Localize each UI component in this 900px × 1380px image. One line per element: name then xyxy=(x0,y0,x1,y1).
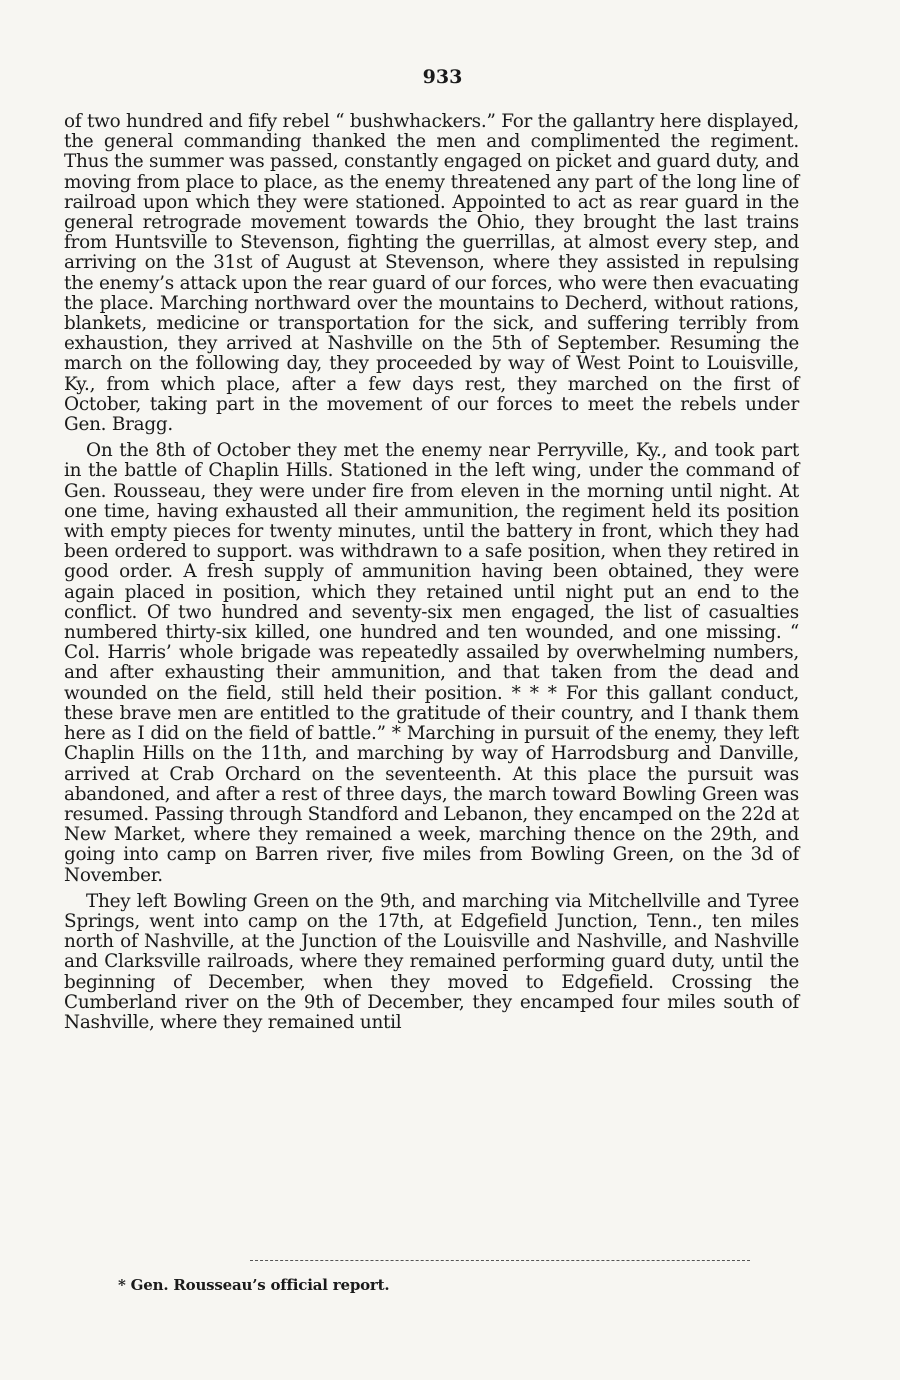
book-page xyxy=(64,62,799,1033)
page-number: 933 xyxy=(422,66,463,88)
body-text xyxy=(64,112,799,1033)
footnote: * Gen. Rousseau’s official report. xyxy=(118,1276,390,1294)
paragraph-3: They left Bowling Green on the 9th, and marching via Mitchellville and Tyree Springs, went into camp on the 17th, at Edgefield Junction, Tenn., ten miles north of Nashville, at the Junction of the Louisville and Nashville, and Nashville and Clarksville railroads, where they remained performing guard duty, until the beginning of December, when they moved to Edgefield. Crossing the Cumberland river on the 9th of December, they encamped four miles south of Nashville, where they remained until xyxy=(64,890,799,1033)
footnote-divider xyxy=(250,1260,750,1261)
paragraph-1: of two hundred and fify rebel “ bushwhackers.” For the gallantry here displayed, the general commanding thanked the men and complimented the regiment. Thus the summer was passed, constantly engaged on picket and guard duty, and moving from place to place, as the enemy threatened any part of the long line of railroad upon which they were stationed. Appointed to act as rear guard in the general retrograde movement towards the Ohio, they brought the last trains from Huntsville to Stevenson, fighting the guerrillas, at almost every step, and arriving on the 31st of August at Stevenson, where they assisted in repulsing the enemy’s attack upon the rear guard of our forces, who were then evacuating the place. Marching northward over the mountains to Decherd, without rations, blankets, medicine or transportation for the sick, and suffering terribly from exhaustion, they arrived at Nashville on the 5th of September. Resuming the march on the following day, they proceeded by way of West Point to Louisville, Ky., from which place, after a few days rest, they marched on the first of October, taking part in the movement of our forces to meet the rebels under Gen. Bragg. xyxy=(64,111,799,436)
paragraph-2: On the 8th of October they met the enemy near Perryville, Ky., and took part in the battle of Chaplin Hills. Stationed in the left wing, under the command of Gen. Rousseau, they were under fire from eleven in the morning until night. At one time, having exhausted all their ammunition, the regiment held its position with empty pieces for twenty minutes, until the battery in front, which they had been ordered to support. was withdrawn to a safe position, when they retired in good order. A fresh supply of ammunition having been obtained, they were again placed in position, which they retained until night put an end to the conflict. Of two hundred and seventy-six men engaged, the list of casualties numbered thirty-six killed, one hundred and ten wounded, and one missing. “ Col. Harris’ whole brigade was repeatedly assailed by overwhelming numbers, and after exhausting their ammunition, and that taken from the dead and wounded on the field, still held their position. * * * For this gallant conduct, these brave men are entitled to the gratitude of their country, and I thank them here as I did on the field of battle.” * Marching in pursuit of the enemy, they left Chaplin Hills on the 11th, and marching by way of Harrodsburg and Danville, arrived at Crab Orchard on the seventeenth. At this place the pursuit was abandoned, and after a rest of three days, the march toward Bowling Green was resumed. Passing through Standford and Lebanon, they encamped on the 22d at New Market, where they remained a week, marching thence on the 29th, and going into camp on Barren river, five miles from Bowling Green, on the 3d of November. xyxy=(64,440,799,886)
